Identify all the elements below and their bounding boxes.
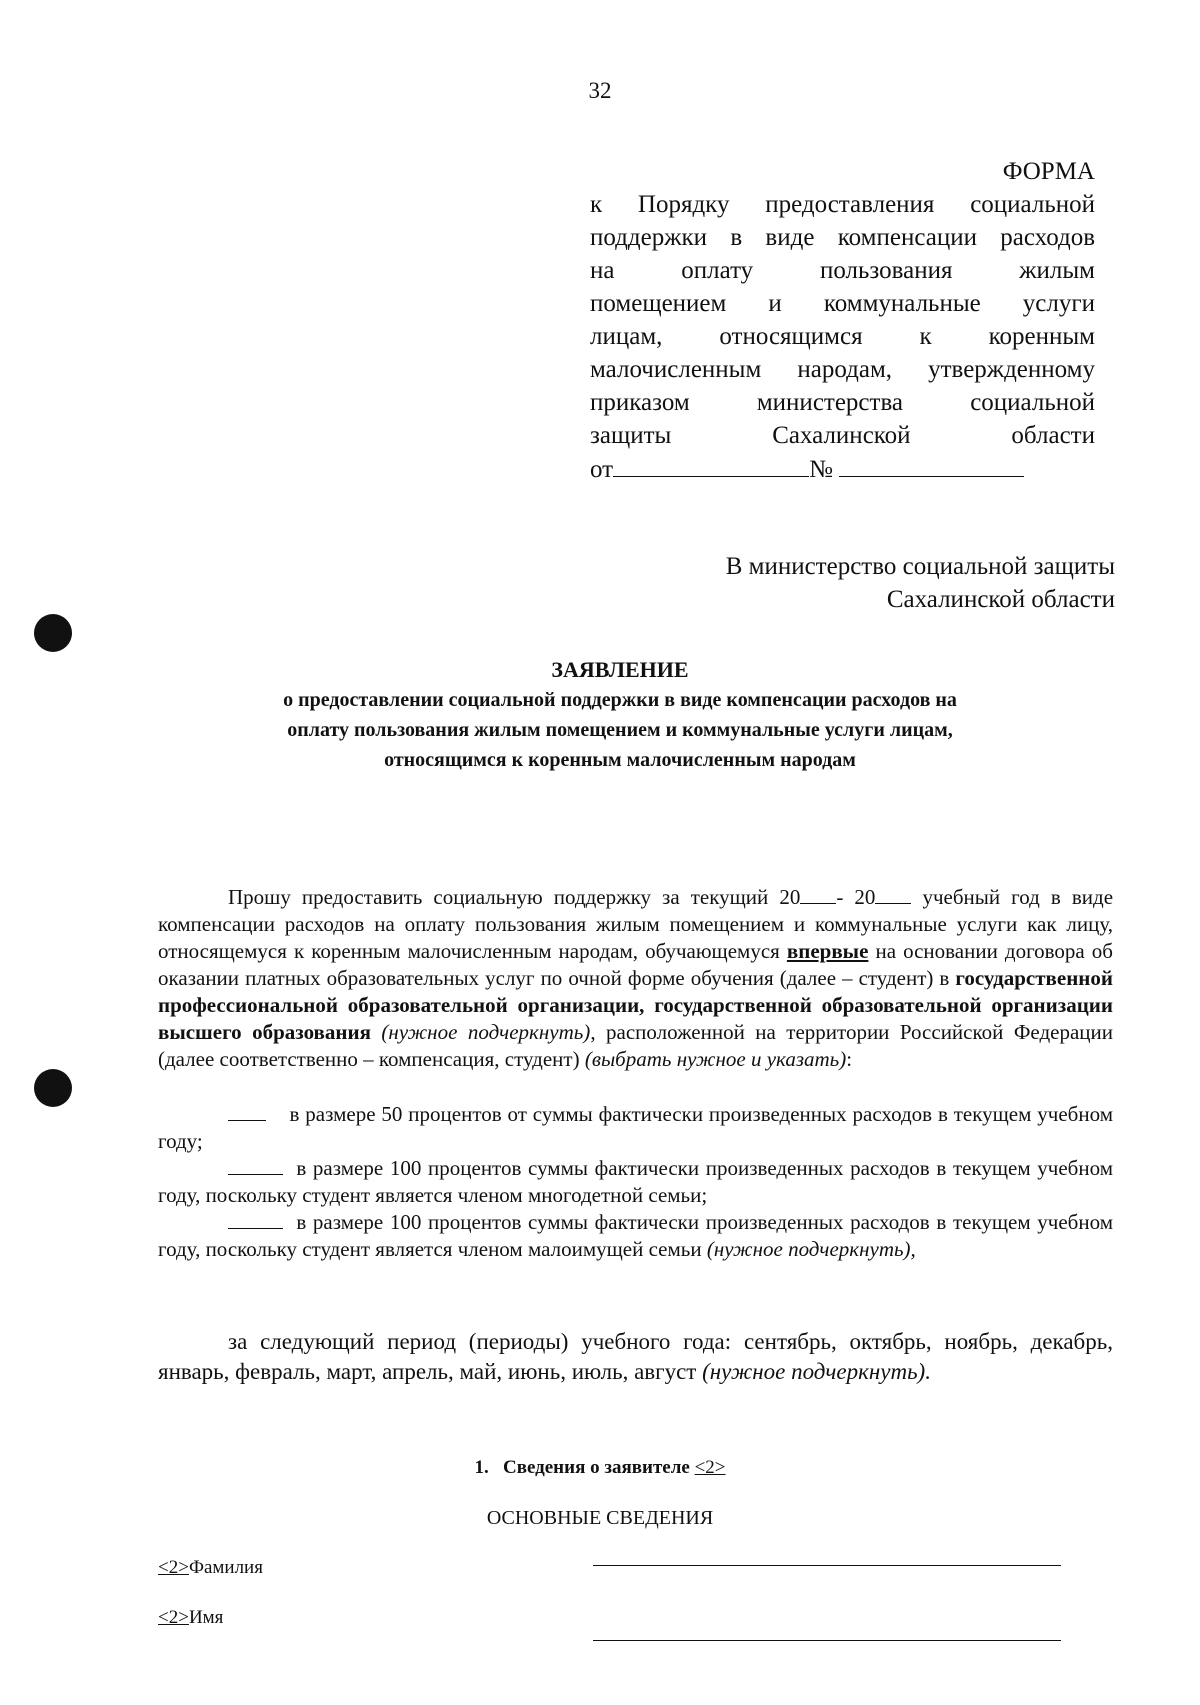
form-header xyxy=(590,155,1095,486)
form-header-line: на оплату пользования жилым xyxy=(590,257,1095,284)
option-text: в размере 100 процентов суммы фактически произведенных расходов в текущем учебном году, поскольку студент является членом малоимущей семьи xyxy=(158,1210,1113,1261)
request-text-part: : xyxy=(846,1047,853,1071)
field-label: Фамилия xyxy=(188,1557,263,1578)
punch-hole-bottom xyxy=(34,1069,72,1107)
form-header-line: помещением и коммунальные услуги xyxy=(590,290,1095,317)
surname-field[interactable] xyxy=(593,1565,1061,1566)
addressee xyxy=(726,550,1115,616)
name-field[interactable] xyxy=(593,1640,1061,1641)
form-header-line: поддержки в виде компенсации расходов xyxy=(590,224,1095,251)
form-header-line: малочисленным народам, утвержденному xyxy=(590,356,1095,383)
year-end-blank[interactable] xyxy=(875,884,911,904)
period-text xyxy=(158,1327,1113,1387)
period-months: за следующий период (периоды) учебного года: сентябрь, октябрь, ноябрь, декабрь, январь, февраль, март, апрель, май, июнь, июль, август xyxy=(158,1329,1113,1384)
request-text-part: учебный год в виде компенсации расходов на оплату пользования жилым помещением и коммунальные услуги как лицу, относящемуся к коренным малочисленным народам, обучающемуся xyxy=(158,885,1114,963)
page-number: 32 xyxy=(588,78,612,103)
document-heading xyxy=(140,655,1100,775)
heading-title: ЗАЯВЛЕНИЕ xyxy=(551,657,689,682)
heading-line: о предоставлении социальной поддержки в виде компенсации расходов на xyxy=(283,689,957,711)
first-time-emphasis: впервые xyxy=(786,939,869,963)
choice-note: (нужное подчеркнуть) xyxy=(381,1020,591,1044)
order-date-line xyxy=(590,452,1095,486)
option-100-large-family-blank[interactable] xyxy=(228,1155,283,1175)
choice-note: (выбрать нужное и указать) xyxy=(584,1047,847,1071)
option-100-large-family xyxy=(158,1155,1113,1209)
number-sign: № xyxy=(809,456,833,483)
section-title: Сведения о заявителе xyxy=(502,1457,690,1478)
choice-note: (нужное подчеркнуть), xyxy=(706,1237,916,1261)
name-label xyxy=(158,1607,223,1629)
request-paragraph xyxy=(158,884,1113,1073)
section-number: 1. xyxy=(474,1457,489,1478)
option-text: в размере 50 процентов от суммы фактически произведенных расходов в текущем учебном году; xyxy=(158,1102,1113,1153)
date-prefix: от xyxy=(590,456,614,483)
surname-label xyxy=(158,1557,263,1579)
addressee-line: Сахалинской области xyxy=(886,586,1115,613)
organization-types: государственной профессиональной образовательной организации, государственной образовательной организации высшего образования xyxy=(158,966,1113,1044)
request-text-part: , расположенной на территории Российской Федерации (далее соответственно – компенсация, студент) xyxy=(158,1020,1113,1071)
section-1-heading xyxy=(0,1457,1200,1479)
option-100-low-income-blank[interactable] xyxy=(228,1209,283,1229)
request-text xyxy=(158,884,1113,1073)
heading-line: оплату пользования жилым помещением и коммунальные услуги лицам, xyxy=(287,719,953,741)
addressee-line: В министерство социальной защиты xyxy=(725,553,1115,580)
form-title: ФОРМА xyxy=(1002,158,1095,185)
form-header-line: к Порядку предоставления социальной xyxy=(590,191,1095,218)
compensation-options xyxy=(158,1101,1113,1263)
form-header-line: защиты Сахалинской области xyxy=(590,422,1095,449)
request-text-part: - 20 xyxy=(836,885,876,909)
year-start-blank[interactable] xyxy=(800,884,836,904)
form-header-line: приказом министерства социальной xyxy=(590,389,1095,416)
footnote-ref: <2> xyxy=(158,1607,189,1628)
punch-hole-top xyxy=(34,614,72,652)
basic-info-subtitle: ОСНОВНЫЕ СВЕДЕНИЯ xyxy=(486,1507,714,1529)
heading-line: относящимся к коренным малочисленным народам xyxy=(384,749,856,771)
choice-note: (нужное подчеркнуть). xyxy=(702,1359,931,1384)
request-text-part: на основании договора об оказании платных образовательных услуг по очной форме обучения (далее – студент) в xyxy=(158,939,1113,990)
option-100-low-income xyxy=(158,1209,1113,1263)
option-50-percent xyxy=(158,1101,1113,1155)
form-header-line: лицам, относящимся к коренным xyxy=(590,323,1095,350)
period-paragraph xyxy=(158,1327,1113,1387)
footnote-ref: <2> xyxy=(694,1457,726,1478)
request-text-part: Прошу предоставить социальную поддержку за текущий 20 xyxy=(228,885,801,909)
option-text: в размере 100 процентов суммы фактически произведенных расходов в текущем учебном году, поскольку студент является членом многодетной семьи; xyxy=(158,1156,1113,1207)
order-date-blank[interactable] xyxy=(613,452,809,477)
order-number-blank[interactable] xyxy=(839,452,1024,477)
footnote-ref: <2> xyxy=(158,1557,189,1578)
option-50-blank[interactable] xyxy=(228,1101,266,1121)
field-label: Имя xyxy=(188,1607,224,1628)
